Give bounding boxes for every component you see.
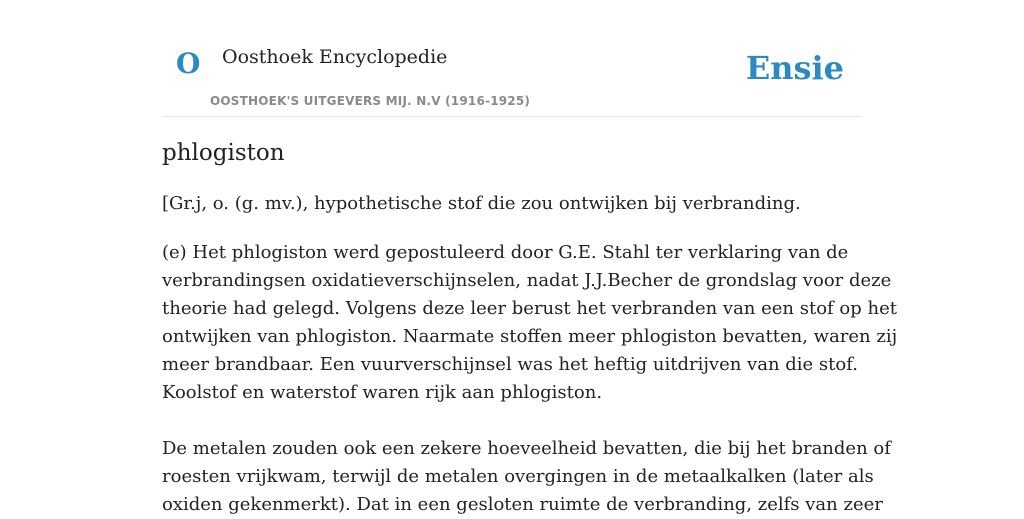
page-header (162, 0, 862, 117)
body-line: Koolstof en waterstof waren rijk aan phlogiston. (162, 382, 603, 403)
body-line: (e) Het phlogiston werd gepostuleerd door G.E. Stahl ter verklaring van de (162, 242, 849, 263)
book-title-link[interactable]: Oosthoek Encyclopedie (222, 46, 448, 68)
body-line: roesten vrijkwam, terwijl de metalen overgingen in de metaalkalken (later als (162, 466, 874, 487)
ensie-logo-link[interactable]: Ensie (745, 49, 844, 87)
page (162, 0, 898, 515)
entry-headword: phlogiston (162, 140, 285, 166)
body-line: theorie had gelegd. Volgens deze leer berust het verbranden van een stof op het (162, 298, 897, 319)
entry-body (162, 239, 898, 519)
paragraph-break (162, 407, 862, 435)
body-line: De metalen zouden ook een zekere hoeveelheid bevatten, die bij het branden of (162, 438, 891, 459)
body-line: meer brandbaar. Een vuurverschijnsel was het heftig uitdrijven van die stof. (162, 354, 858, 375)
body-line: verbrandingsen oxidatieverschijnselen, nadat J.J.Becher de grondslag voor deze (162, 270, 892, 291)
body-line: ontwijken van phlogiston. Naarmate stoffen meer phlogiston bevatten, waren zij (162, 326, 898, 347)
publisher-label: OOSTHOEK'S UITGEVERS MIJ. N.V (1916-1925) (210, 94, 531, 108)
body-line: oxiden gekenmerkt). Dat in een gesloten ruimte de verbranding, zelfs van zeer (162, 494, 883, 515)
entry-definition: [Gr.j, o. (g. mv.), hypothetische stof die zou ontwijken bij verbranding. (162, 193, 801, 214)
book-logo[interactable]: O (176, 47, 201, 80)
